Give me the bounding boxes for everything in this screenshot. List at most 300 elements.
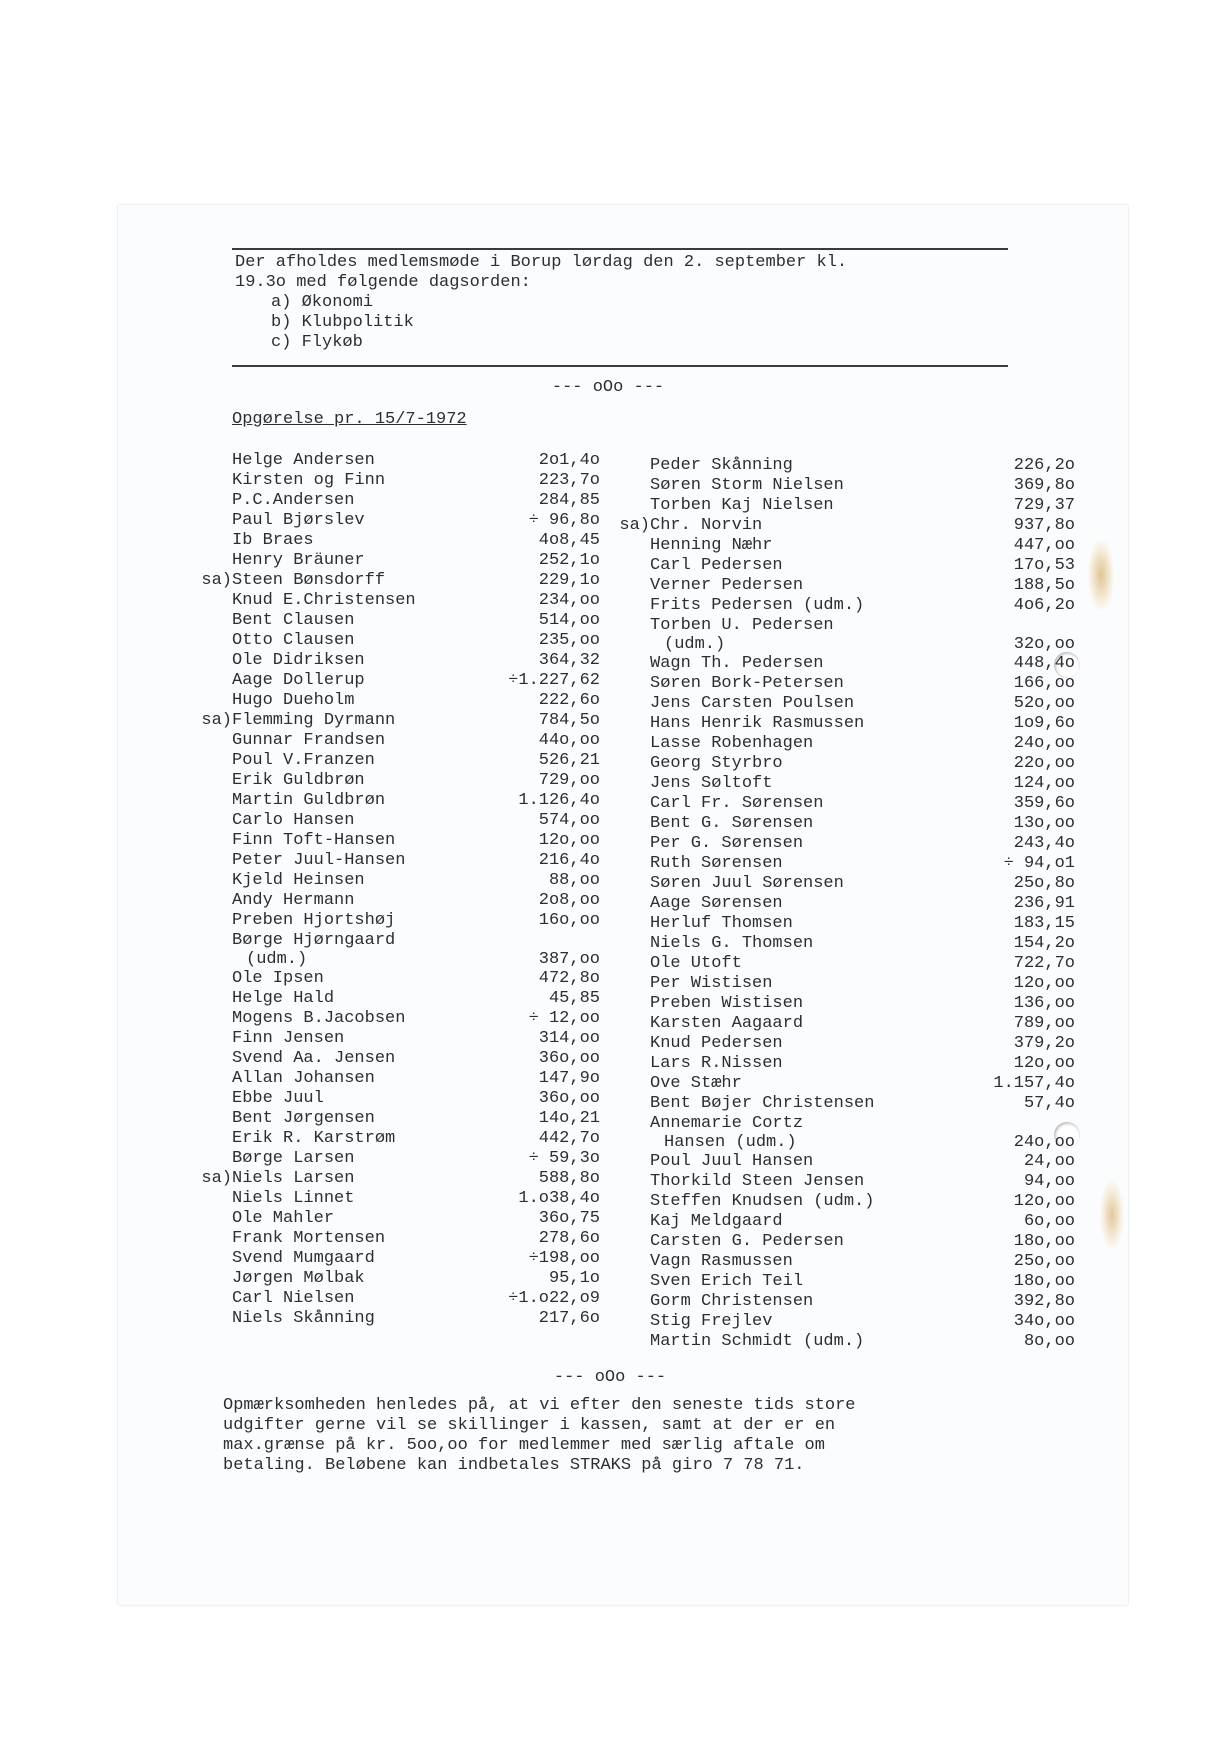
member-amount: 25o,8o [1013,874,1075,893]
member-amount: 22o,oo [1013,754,1075,773]
member-amount: 216,4o [538,851,600,870]
member-name-text: Martin Guldbrøn [232,791,386,810]
member-row [650,1252,1075,1272]
member-amount: 124,oo [1013,774,1075,793]
member-row [650,1054,1075,1074]
member-name-text: Stig Frejlev [650,1312,773,1331]
member-name-text: Flemming Dyrmann [232,711,396,730]
top-rule [232,248,1008,250]
member-name-text: Carl Fr. Sørensen [650,794,824,813]
member-row [650,1292,1075,1312]
member-name-text: Thorkild Steen Jensen [650,1172,865,1191]
member-name-text: Ebbe Juul [232,1089,324,1108]
member-row [650,1332,1075,1352]
member-amount: 36o,oo [538,1049,600,1068]
member-amount: 1o9,6o [1013,714,1075,733]
member-amount: 95,1o [548,1269,600,1288]
member-name [232,871,365,890]
member-name-text: Annemarie Cortz [650,1114,804,1133]
member-name [232,1109,375,1128]
member-name [232,1149,354,1168]
member-amount: ÷198,oo [528,1249,600,1268]
member-name [232,731,385,750]
bottom-rule [232,365,1008,367]
member-amount: 12o,oo [1013,1192,1075,1211]
member-amount: 226,2o [1013,456,1075,475]
member-name-text: Carlo Hansen [232,811,355,830]
member-name [650,496,834,515]
account-prefix: sa) [201,711,232,730]
member-amount: 45,85 [548,989,600,1008]
member-amount: 4o6,2o [1013,596,1075,615]
member-row [650,456,1075,476]
member-name [232,851,405,870]
member-name [232,591,416,610]
member-name-text: Bent Jørgensen [232,1109,375,1128]
member-amount: 36o,75 [538,1209,600,1228]
member-name [232,691,354,710]
member-name [232,471,385,490]
member-amount: ÷ 12,oo [528,1009,600,1028]
member-name [232,1249,375,1268]
account-prefix: sa) [619,516,650,535]
member-row [650,476,1075,496]
member-row [650,556,1075,576]
member-name [650,576,803,595]
member-row [232,1249,600,1269]
member-row [232,1189,600,1209]
member-name-text: P.C.Andersen [232,491,355,510]
member-name-text: Steffen Knudsen (udm.) [650,1192,875,1211]
member-amount: 359,6o [1013,794,1075,813]
member-name-text: Otto Clausen [232,631,355,650]
member-amount: 183,15 [1013,914,1075,933]
member-row [232,831,600,851]
member-amount: ÷1.o22,o9 [508,1289,600,1308]
member-name-text: Wagn Th. Pedersen [650,654,824,673]
member-name-text: Lars R.Nissen [650,1054,783,1073]
member-row [232,611,600,631]
member-name-text: Preben Hjortshøj [232,911,396,930]
member-name-text: Carsten G. Pedersen [650,1232,844,1251]
member-name-text: Martin Schmidt (udm.) [650,1332,865,1351]
member-name [650,834,803,853]
member-name [650,1292,813,1311]
member-name-text: Kaj Meldgaard [650,1212,783,1231]
member-amount: 314,oo [538,1029,600,1048]
member-row [650,1192,1075,1212]
member-amount: 8o,oo [1023,1332,1075,1351]
member-name-continuation: (udm.) [664,635,726,654]
member-amount: 18o,oo [1013,1232,1075,1251]
member-name-text: Niels Larsen [232,1169,355,1188]
member-amount: 6o,oo [1023,1212,1075,1231]
member-name-text: Bent Clausen [232,611,355,630]
member-row [650,596,1075,616]
member-amount: 278,6o [538,1229,600,1248]
member-row [232,1089,600,1109]
member-name-text: Finn Jensen [232,1029,345,1048]
member-amount: 94,oo [1023,1172,1075,1191]
note-line: betaling. Beløbene kan indbetales STRAKS på giro 7 78 71. [223,1456,805,1475]
member-name-text: Bent Bøjer Christensen [650,1094,875,1113]
member-row [650,974,1075,994]
member-name-text: Carl Nielsen [232,1289,355,1308]
member-name-text: Per G. Sørensen [650,834,804,853]
member-row [232,1229,600,1249]
member-name-text: Torben Kaj Nielsen [650,496,834,515]
member-amount: 1.157,4o [993,1074,1075,1093]
member-name [650,1232,844,1251]
member-amount: 147,9o [538,1069,600,1088]
member-name [650,734,813,753]
member-name [232,1189,354,1208]
member-amount: 57,4o [1023,1094,1075,1113]
member-name [232,1229,385,1248]
member-amount: 234,oo [538,591,600,610]
member-name [232,1169,354,1188]
member-name-text: Svend Aa. Jensen [232,1049,396,1068]
member-name [232,751,375,770]
member-amount: 442,7o [538,1129,600,1148]
member-amount: 729,oo [538,771,600,790]
member-row [232,671,600,691]
member-name-text: Allan Johansen [232,1069,375,1088]
member-name-text: Ove Stæhr [650,1074,742,1093]
member-amount: 223,7o [538,471,600,490]
member-name [650,894,783,913]
member-name [650,1094,874,1113]
member-name [232,1129,395,1148]
member-name-text: Frits Pedersen (udm.) [650,596,865,615]
member-row [232,551,600,571]
member-name-text: Frank Mortensen [232,1229,386,1248]
member-amount: 526,21 [538,751,600,770]
member-name-text: Gunnar Frandsen [232,731,386,750]
member-row [232,1109,600,1129]
member-amount: 18o,oo [1013,1272,1075,1291]
member-name [650,934,813,953]
member-name-text: Niels Skånning [232,1309,375,1328]
member-amount: 729,37 [1013,496,1075,515]
member-row [232,969,600,989]
member-name-text: Knud E.Christensen [232,591,416,610]
member-name [232,1049,395,1068]
member-amount: 12o,oo [538,831,600,850]
member-name [232,651,365,670]
member-name [650,774,772,793]
member-name [650,714,864,733]
member-amount: 32o,oo [1013,635,1075,654]
member-name [650,1172,864,1191]
member-amount: 24o,oo [1013,1133,1075,1152]
member-name [650,1312,772,1331]
member-name-text: Lasse Robenhagen [650,734,814,753]
member-amount: ÷ 94,o1 [1003,854,1075,873]
member-amount: 2o1,4o [538,451,600,470]
member-name [650,1192,874,1211]
member-row [650,794,1075,814]
member-row [650,616,1075,654]
member-name [650,596,864,615]
member-row [650,1114,1075,1152]
member-row [232,631,600,651]
member-amount: 229,1o [538,571,600,590]
member-name-text: Karsten Aagaard [650,1014,804,1033]
member-name-text: Steen Bønsdorff [232,571,386,590]
member-row [232,931,600,969]
member-amount: 448,4o [1013,654,1075,673]
member-name [650,556,783,575]
member-row [201,571,600,591]
member-row [232,1069,600,1089]
member-amount: ÷ 59,3o [528,1149,600,1168]
member-amount: 472,8o [538,969,600,988]
member-name-text: Ib Braes [232,531,314,550]
member-name-text: Torben U. Pedersen [650,616,834,635]
member-amount: 588,8o [538,1169,600,1188]
member-name [232,969,324,988]
member-row [650,774,1075,794]
separator: --- oOo --- [553,1368,667,1387]
member-name [650,954,742,973]
account-prefix: sa) [201,1169,232,1188]
member-name [232,571,385,590]
member-amount: 392,8o [1013,1292,1075,1311]
member-amount: 1.126,4o [518,791,600,810]
member-name [232,491,354,510]
member-name [232,791,385,810]
member-name-text: Jørgen Mølbak [232,1269,365,1288]
member-amount: 17o,53 [1013,556,1075,575]
member-amount: 154,2o [1013,934,1075,953]
announcement-line: Der afholdes medlemsmøde i Borup lørdag den 2. september kl. [235,253,848,272]
member-amount: 722,7o [1013,954,1075,973]
member-amount: ÷ 96,8o [528,511,600,530]
member-row [232,691,600,711]
member-row [650,576,1075,596]
member-name-text: Erik R. Karstrøm [232,1129,396,1148]
member-name-text: Hugo Dueholm [232,691,355,710]
account-prefix: sa) [201,571,232,590]
member-name-text: Chr. Norvin [650,516,763,535]
member-row [232,1269,600,1289]
member-amount: 34o,oo [1013,1312,1075,1331]
member-row [650,1034,1075,1054]
member-name [232,771,365,790]
member-row [232,871,600,891]
member-amount: 379,2o [1013,1034,1075,1053]
member-name [650,694,854,713]
member-amount: 16o,oo [538,911,600,930]
agenda-item: a) Økonomi [271,293,374,312]
member-name [232,989,334,1008]
member-amount: 789,oo [1013,1014,1075,1033]
member-name-text: Børge Larsen [232,1149,355,1168]
member-name [232,931,395,969]
member-name-text: Carl Pedersen [650,556,783,575]
member-name [232,611,354,630]
member-amount: 369,8o [1013,476,1075,495]
member-row [650,1312,1075,1332]
member-amount: 25o,oo [1013,1252,1075,1271]
member-name [232,451,375,470]
member-row [650,934,1075,954]
member-row [650,894,1075,914]
member-amount: 514,oo [538,611,600,630]
member-name-text: Vagn Rasmussen [650,1252,793,1271]
member-row [232,791,600,811]
member-row [650,994,1075,1014]
member-name-text: Kjeld Heinsen [232,871,365,890]
member-name-text: Helge Hald [232,989,335,1008]
member-name-text: Jens Søltoft [650,774,773,793]
member-row [650,874,1075,894]
member-name-text: Per Wistisen [650,974,773,993]
member-name [650,994,803,1013]
member-name [232,1009,405,1028]
separator: --- oOo --- [551,378,665,397]
member-row [232,1209,600,1229]
member-row [232,1129,600,1149]
member-name [232,891,354,910]
member-row [232,771,600,791]
member-amount: 136,oo [1013,994,1075,1013]
member-name [650,974,772,993]
member-name [232,1069,375,1088]
member-row [232,1289,600,1309]
member-name [232,631,354,650]
member-row [232,1009,600,1029]
member-name [232,1309,375,1328]
meeting-announcement [235,253,847,353]
member-row [232,989,600,1009]
member-row [650,1152,1075,1172]
member-amount: 447,oo [1013,536,1075,555]
member-name [650,1272,803,1291]
member-row [232,911,600,931]
member-row [232,491,600,511]
right-member-list [619,456,1075,1352]
member-row [232,731,600,751]
member-amount: 252,1o [538,551,600,570]
member-name-text: Søren Storm Nielsen [650,476,844,495]
member-row [650,496,1075,516]
member-name-text: Helge Andersen [232,451,375,470]
member-name [650,616,834,654]
member-row [232,591,600,611]
member-row [650,954,1075,974]
member-amount: 217,6o [538,1309,600,1328]
announcement-line: 19.3o med følgende dagsorden: [235,273,531,292]
left-member-list [201,451,600,1329]
member-row [232,651,600,671]
member-amount: 284,85 [538,491,600,510]
agenda-item: b) Klubpolitik [271,313,414,332]
member-name [650,536,772,555]
member-name [650,674,844,693]
member-row [650,734,1075,754]
member-name-text: Peder Skånning [650,456,793,475]
member-row [201,1169,600,1189]
member-amount: 188,5o [1013,576,1075,595]
member-amount: 937,8o [1013,516,1075,535]
member-name [650,814,813,833]
member-name-text: Henning Næhr [650,536,773,555]
member-row [201,711,600,731]
member-name-text: Niels Linnet [232,1189,355,1208]
member-amount: 2o8,oo [538,891,600,910]
member-row [650,914,1075,934]
note-line: Opmærksomheden henledes på, at vi efter den seneste tids store [223,1396,856,1415]
member-name [650,874,844,893]
member-name [650,1212,783,1231]
member-name-text: Erik Guldbrøn [232,771,365,790]
member-name-text: Hans Henrik Rasmussen [650,714,865,733]
member-name-text: Aage Sørensen [650,894,783,913]
member-name [232,711,395,730]
member-name [650,1054,783,1073]
member-name [232,511,365,530]
member-name [232,1089,324,1108]
member-row [232,1309,600,1329]
member-row [232,451,600,471]
member-name [650,754,783,773]
member-row [232,471,600,491]
member-amount: 574,oo [538,811,600,830]
member-name-text: Ole Ipsen [232,969,324,988]
member-name [650,1074,742,1093]
member-name-text: Herluf Thomsen [650,914,793,933]
member-name-continuation: Hansen (udm.) [664,1133,797,1152]
member-name-text: Gorm Christensen [650,1292,814,1311]
member-amount: 13o,oo [1013,814,1075,833]
member-amount: 12o,oo [1013,974,1075,993]
member-name-text: Verner Pedersen [650,576,804,595]
member-name [650,794,823,813]
note-line: udgifter gerne vil se skillinger i kassen, samt at der er en [223,1416,836,1435]
member-amount: ÷1.227,62 [508,671,600,690]
member-row [650,854,1075,874]
member-name [232,911,395,930]
member-amount: 1.o38,4o [518,1189,600,1208]
member-amount: 4o8,45 [538,531,600,550]
member-name-text: Aage Dollerup [232,671,365,690]
member-amount: 12o,oo [1013,1054,1075,1073]
member-name [232,551,365,570]
member-row [650,536,1075,556]
member-row [650,1212,1075,1232]
member-row [650,1272,1075,1292]
payment-note [223,1396,1003,1476]
member-name-text: Ole Mahler [232,1209,335,1228]
member-name [650,1034,783,1053]
member-row [619,516,1075,536]
member-name-text: Børge Hjørngaard [232,931,396,950]
member-name-text: Ole Utoft [650,954,742,973]
member-amount: 14o,21 [538,1109,600,1128]
member-name-text: Peter Juul-Hansen [232,851,406,870]
member-name-text: Søren Juul Sørensen [650,874,844,893]
member-row [232,751,600,771]
agenda-item: c) Flykøb [271,333,363,352]
member-name [232,1029,344,1048]
rust-stain [1088,540,1114,610]
member-amount: 387,oo [538,950,600,969]
member-amount: 166,oo [1013,674,1075,693]
member-name [232,1269,365,1288]
member-name-text: Mogens B.Jacobsen [232,1009,406,1028]
